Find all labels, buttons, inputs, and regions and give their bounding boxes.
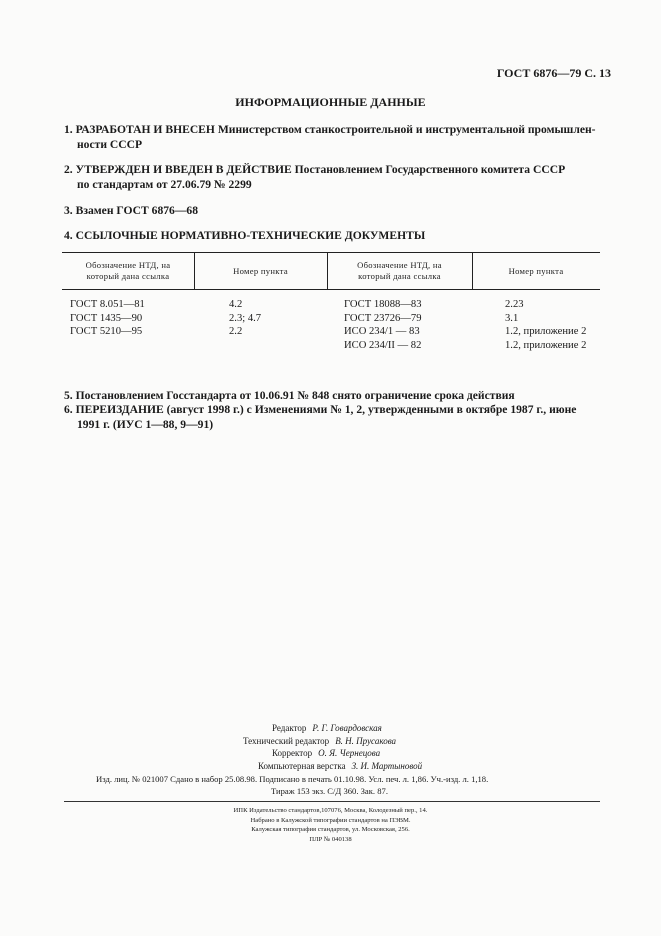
table-cell: 2.2 bbox=[229, 326, 243, 337]
page-title: ИНФОРМАЦИОННЫЕ ДАННЫЕ bbox=[235, 95, 426, 109]
imprint-line1: ИПК Издательство стандартов,107076, Москва, Колодезный пер., 14. bbox=[233, 807, 428, 814]
table-col-left-docs bbox=[70, 298, 145, 339]
table-cell: 1.2, приложение 2 bbox=[505, 326, 587, 337]
footer-separator bbox=[64, 801, 600, 802]
item-developed-line1: 1. РАЗРАБОТАН И ВНЕСЕН Министерством станкостроительной и инструментальной промышлен- bbox=[64, 123, 596, 136]
table-cell: 2.23 bbox=[505, 299, 524, 310]
table-col-left-nums bbox=[229, 298, 261, 339]
table-header-doc-right-line1: Обозначение НТД, на bbox=[357, 260, 442, 270]
table-cell: 1.2, приложение 2 bbox=[505, 339, 587, 351]
table-header-doc-left-line2: который дана ссылка bbox=[86, 271, 170, 281]
staff-editor-name: Р. Г. Говардовская bbox=[312, 723, 382, 733]
staff-tech-editor bbox=[240, 735, 422, 748]
table-cell: ГОСТ 5210—95 bbox=[70, 326, 143, 337]
table-header-num-left: Номер пункта bbox=[233, 266, 288, 276]
item-approved bbox=[64, 163, 600, 192]
staff-layout bbox=[240, 760, 422, 773]
table-cell: ГОСТ 23726—79 bbox=[344, 312, 422, 324]
table-col-right-nums bbox=[505, 298, 586, 352]
imprint-line2: Набрано в Калужской типографии стандартов на ПЭВМ. bbox=[250, 816, 411, 824]
item-developed-line2: ности СССР bbox=[77, 137, 143, 151]
staff-tech-name: В. Н. Прусакова bbox=[335, 735, 397, 746]
staff-editor bbox=[240, 722, 422, 735]
table-header-rule bbox=[62, 289, 600, 290]
table-col-right-docs bbox=[344, 298, 422, 352]
table-header-doc-right bbox=[327, 260, 472, 282]
table-cell: ГОСТ 18088—83 bbox=[344, 299, 422, 310]
item-restriction-removed: 5. Постановлением Госстандарта от 10.06.91 № 848 снято ограничение срока действия bbox=[64, 389, 515, 402]
table-header-doc-left bbox=[62, 260, 194, 282]
references-table bbox=[62, 252, 600, 354]
printer-imprint bbox=[0, 806, 661, 844]
table-header-doc-right-line2: который дана ссылка bbox=[358, 271, 441, 281]
header-reference: ГОСТ 6876—79 С. 13 bbox=[496, 66, 611, 80]
item-references-heading: 4. ССЫЛОЧНЫЕ НОРМАТИВНО-ТЕХНИЧЕСКИЕ ДОКУМЕНТЫ bbox=[64, 229, 426, 242]
table-header-num-right: Номер пункта bbox=[508, 266, 564, 276]
table-cell: ГОСТ 1435—90 bbox=[70, 312, 143, 324]
imprint-line4: ПЛР № 040138 bbox=[309, 835, 352, 843]
table-top-rule bbox=[62, 252, 600, 253]
staff-editor-label: Редактор bbox=[272, 723, 307, 733]
imprint-line3: Калужская типография стандартов, ул. Московская, 256. bbox=[251, 826, 410, 833]
publication-line1: Изд. лиц. № 021007 Сдано в набор 25.08.98. Подписано в печать 01.10.98. Усл. печ. л. 1,86. Уч.-изд. л. 1,18. bbox=[96, 774, 489, 784]
item-approved-line2: по стандартам от 27.06.79 № 2299 bbox=[77, 177, 252, 191]
table-cell: ИСО 234/1 — 83 bbox=[344, 326, 420, 337]
item-reissue-line2: 1991 г. (ИУС 1—88, 9—91) bbox=[77, 417, 214, 431]
staff-tech-label: Технический редактор bbox=[243, 735, 330, 746]
item-developed bbox=[64, 123, 600, 152]
table-cell: 3.1 bbox=[505, 312, 519, 324]
staff-layout-label: Компьютерная верстка bbox=[258, 760, 346, 771]
publication-details bbox=[96, 773, 488, 797]
table-cell: ГОСТ 8.051—81 bbox=[70, 299, 145, 310]
publication-line2: Тираж 153 экз. С/Д 360. Зак. 87. bbox=[271, 786, 388, 796]
staff-corrector bbox=[240, 747, 422, 760]
staff-corrector-label: Корректор bbox=[272, 748, 313, 758]
table-header-doc-left-line1: Обозначение НТД, на bbox=[85, 260, 171, 270]
item-reissue bbox=[64, 403, 600, 432]
staff-layout-name: З. И. Мартыновой bbox=[351, 760, 423, 771]
staff-corrector-name: О. Я. Чернецова bbox=[318, 748, 381, 758]
item-approved-line1: 2. УТВЕРЖДЕН И ВВЕДЕН В ДЕЙСТВИЕ Постановлением Государственного комитета СССР bbox=[64, 163, 566, 176]
item-replaces: 3. Взамен ГОСТ 6876—68 bbox=[64, 204, 199, 217]
table-cell: ИСО 234/II — 82 bbox=[344, 339, 422, 351]
staff-credits bbox=[240, 722, 422, 772]
table-cell: 2.3; 4.7 bbox=[229, 312, 262, 324]
item-reissue-line1: 6. ПЕРЕИЗДАНИЕ (август 1998 г.) с Изменениями № 1, 2, утвержденными в октябре 1987 г., июне bbox=[64, 403, 577, 416]
table-cell: 4.2 bbox=[229, 299, 243, 310]
